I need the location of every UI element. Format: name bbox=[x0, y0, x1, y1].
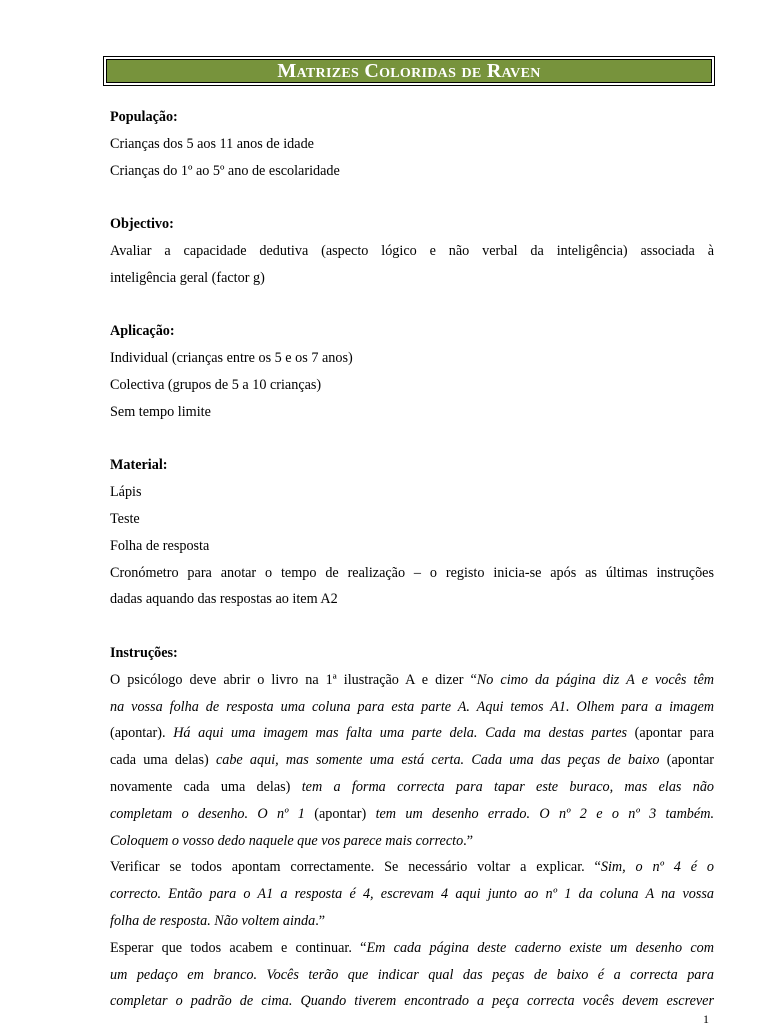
text-line: Folha de resposta bbox=[110, 537, 210, 554]
text-line: Sem tempo limite bbox=[110, 403, 211, 420]
page-number: 1 bbox=[703, 1012, 709, 1026]
section-heading-material: Material: bbox=[110, 457, 168, 474]
text-line: completam o desenho. O nº 1 (apontar) tem um desenho errado. O nº 2 e o nº 3 também. bbox=[110, 805, 714, 822]
section-heading-instrucoes: Instruções: bbox=[110, 644, 178, 661]
text-line: correcto. Então para o A1 a resposta é 4, escrevam 4 aqui junto ao nº 1 da coluna A na vossa bbox=[110, 886, 714, 903]
text-line: completar o padrão de cima. Quando tiverem encontrado a peça correcta vocês devem escrever bbox=[110, 993, 714, 1010]
text-line: Coloquem o vosso dedo naquele que vos parece mais correcto.” bbox=[110, 832, 474, 849]
document-title: Matrizes Coloridas de Raven bbox=[277, 59, 541, 82]
text-line: inteligência geral (factor g) bbox=[110, 269, 265, 286]
text-line: dadas aquando das respostas ao item A2 bbox=[110, 591, 338, 608]
section-heading-objectivo: Objectivo: bbox=[110, 216, 174, 233]
text-line: Avaliar a capacidade dedutiva (aspecto lógico e não verbal da inteligência) associada à bbox=[110, 242, 714, 259]
text-line: folha de resposta. Não voltem ainda.” bbox=[110, 912, 326, 929]
text-line: Lápis bbox=[110, 484, 142, 501]
text-line: cada uma delas) cabe aqui, mas somente uma está certa. Cada uma das peças de baixo (apontar bbox=[110, 752, 714, 769]
document-body bbox=[110, 104, 714, 1015]
text-line: Verificar se todos apontam correctamente. Se necessário voltar a explicar. “Sim, o nº 4 é o bbox=[110, 859, 714, 876]
text-line: na vossa folha de resposta uma coluna para esta parte A. Aqui temos A1. Olhem para a imagem bbox=[110, 698, 714, 715]
text-line: Crianças dos 5 aos 11 anos de idade bbox=[110, 135, 314, 152]
text-line: Cronómetro para anotar o tempo de realização – o registo inicia-se após as últimas instruções bbox=[110, 564, 714, 581]
section-heading-aplicacao: Aplicação: bbox=[110, 323, 175, 340]
text-line: (apontar). Há aqui uma imagem mas falta uma parte dela. Cada ma destas partes (apontar para bbox=[110, 725, 714, 742]
text-line: O psicólogo deve abrir o livro na 1ª ilustração A e dizer “No cimo da página diz A e vocês têm bbox=[110, 671, 714, 688]
text-line: Teste bbox=[110, 510, 140, 527]
section-heading-populacao: População: bbox=[110, 109, 178, 125]
text-line: novamente cada uma delas) tem a forma correcta para tapar este buraco, mas elas não bbox=[110, 778, 715, 795]
text-line: Crianças do 1º ao 5º ano de escolaridade bbox=[110, 162, 340, 179]
text-line: Colectiva (grupos de 5 a 10 crianças) bbox=[110, 376, 322, 393]
text-line: um pedaço em branco. Vocês terão que indicar qual das peças de baixo é a correcta para bbox=[110, 966, 714, 983]
text-line: Esperar que todos acabem e continuar. “Em cada página deste caderno existe um desenho com bbox=[110, 939, 714, 956]
title-banner bbox=[103, 56, 715, 86]
text-line: Individual (crianças entre os 5 e os 7 anos) bbox=[110, 350, 353, 367]
